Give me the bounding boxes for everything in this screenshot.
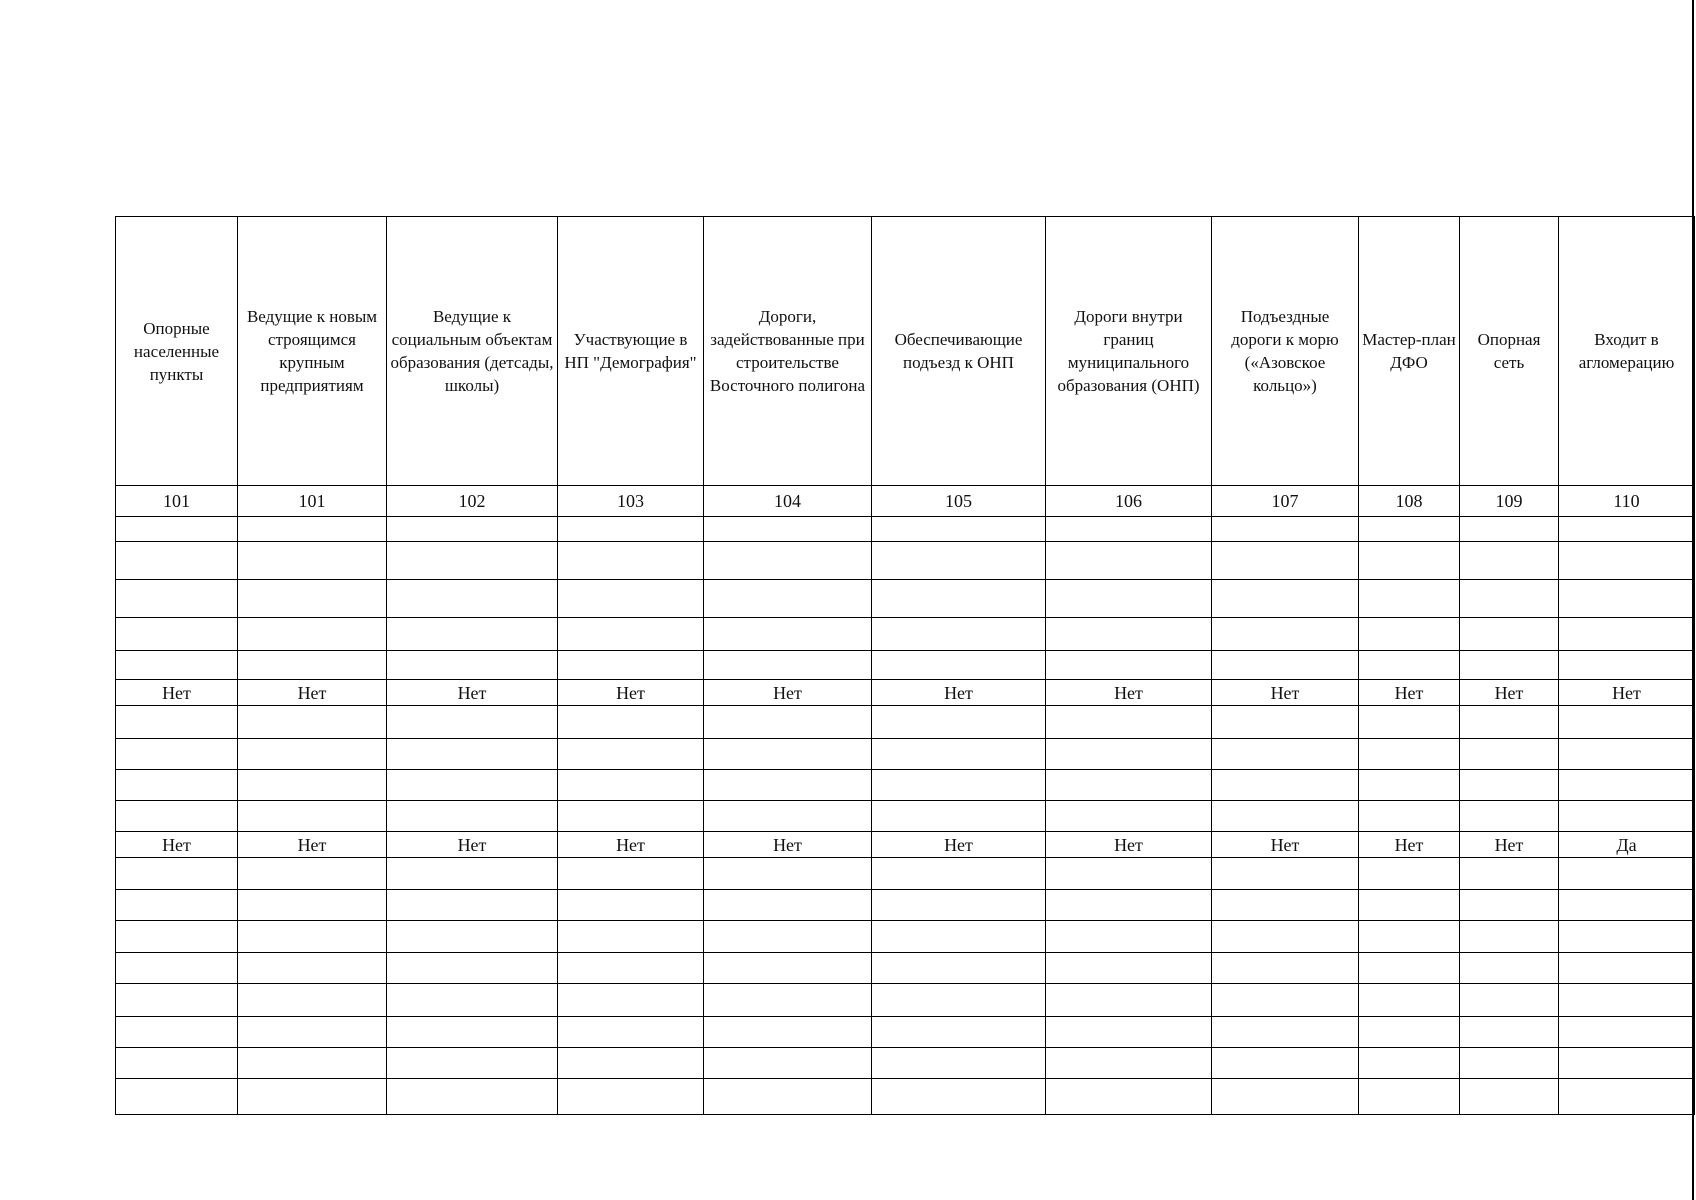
column-header: Дороги, задействованные при строительстве Восточного полигона <box>704 217 872 486</box>
table-cell <box>238 770 387 801</box>
column-number: 108 <box>1359 486 1460 517</box>
table-cell: Нет <box>1460 832 1559 858</box>
table-row <box>116 580 1695 618</box>
table-cell <box>1212 580 1359 618</box>
table-row <box>116 680 1695 706</box>
table-cell <box>1046 984 1212 1017</box>
table-cell <box>1359 651 1460 680</box>
table-cell <box>872 770 1046 801</box>
table-cell: Нет <box>387 680 558 706</box>
table-cell <box>1212 706 1359 739</box>
table-cell <box>1359 580 1460 618</box>
table-cell <box>558 921 704 953</box>
table-cell <box>238 739 387 770</box>
table-cell <box>1559 770 1695 801</box>
table-cell <box>1460 1079 1559 1115</box>
table-cell <box>1359 984 1460 1017</box>
table-cell <box>387 953 558 984</box>
table-cell <box>238 542 387 580</box>
table-cell <box>387 1017 558 1048</box>
table-cell <box>238 984 387 1017</box>
table-row <box>116 517 1695 542</box>
table-cell <box>387 858 558 890</box>
table-cell <box>387 580 558 618</box>
table-cell <box>1559 858 1695 890</box>
table-cell <box>1460 1017 1559 1048</box>
table-cell <box>116 801 238 832</box>
table-cell <box>1046 1017 1212 1048</box>
table-cell <box>558 651 704 680</box>
table-cell <box>704 706 872 739</box>
table-cell <box>704 770 872 801</box>
table-cell <box>1046 580 1212 618</box>
table-cell <box>1359 770 1460 801</box>
table-cell <box>1046 890 1212 921</box>
table-cell <box>1212 517 1359 542</box>
column-number: 110 <box>1559 486 1695 517</box>
table-cell <box>387 921 558 953</box>
table-cell <box>116 618 238 651</box>
table-cell <box>116 542 238 580</box>
table-cell <box>872 517 1046 542</box>
table-cell <box>872 801 1046 832</box>
table-cell <box>1559 542 1695 580</box>
table-cell <box>1559 953 1695 984</box>
table-cell <box>1460 801 1559 832</box>
table-cell <box>872 739 1046 770</box>
table-cell <box>872 890 1046 921</box>
table-cell <box>238 1048 387 1079</box>
column-header: Входит в агломерацию <box>1559 217 1695 486</box>
table-cell <box>1359 921 1460 953</box>
table-cell <box>872 580 1046 618</box>
table-cell <box>558 1017 704 1048</box>
table-cell <box>1046 953 1212 984</box>
table-cell: Нет <box>116 832 238 858</box>
table-cell <box>872 1048 1046 1079</box>
column-number: 104 <box>704 486 872 517</box>
table-cell <box>387 651 558 680</box>
table-row <box>116 739 1695 770</box>
table-cell: Нет <box>1212 832 1359 858</box>
table-cell <box>1559 517 1695 542</box>
table-row <box>116 542 1695 580</box>
table-cell <box>116 706 238 739</box>
table-cell <box>238 921 387 953</box>
table-cell <box>1359 801 1460 832</box>
table-row <box>116 618 1695 651</box>
table-cell <box>1212 1079 1359 1115</box>
table-cell <box>558 890 704 921</box>
table-cell <box>387 739 558 770</box>
column-number: 102 <box>387 486 558 517</box>
table-cell <box>1359 1017 1460 1048</box>
column-number: 101 <box>116 486 238 517</box>
table-cell <box>1460 517 1559 542</box>
table-cell <box>1460 858 1559 890</box>
table-cell <box>558 706 704 739</box>
table-cell <box>1212 953 1359 984</box>
table-cell <box>1460 770 1559 801</box>
table-cell <box>1212 801 1359 832</box>
table-cell <box>1359 1048 1460 1079</box>
column-header: Мастер-план ДФО <box>1359 217 1460 486</box>
table-cell: Нет <box>238 832 387 858</box>
table-cell <box>1046 858 1212 890</box>
table-cell <box>238 1079 387 1115</box>
table-cell <box>872 651 1046 680</box>
table-cell <box>116 651 238 680</box>
table-cell <box>872 618 1046 651</box>
table-cell <box>704 1017 872 1048</box>
table-cell <box>704 921 872 953</box>
table-cell <box>116 921 238 953</box>
table-cell <box>1460 953 1559 984</box>
table-cell <box>1212 770 1359 801</box>
table-row <box>116 984 1695 1017</box>
table-cell <box>872 1079 1046 1115</box>
table-cell <box>704 1048 872 1079</box>
table-row <box>116 890 1695 921</box>
table-cell <box>704 739 872 770</box>
table-cell <box>704 801 872 832</box>
table-cell <box>1046 706 1212 739</box>
table-cell <box>387 618 558 651</box>
table-cell <box>704 618 872 651</box>
table-cell <box>1212 921 1359 953</box>
table-cell <box>872 984 1046 1017</box>
table-cell <box>1460 739 1559 770</box>
table-cell <box>116 1048 238 1079</box>
table-cell <box>1359 618 1460 651</box>
table-cell: Нет <box>1046 680 1212 706</box>
table-cell <box>1359 739 1460 770</box>
column-header: Подъездные дороги к морю («Азовское кольцо») <box>1212 217 1359 486</box>
table-cell <box>387 542 558 580</box>
table-cell: Нет <box>387 832 558 858</box>
column-number: 103 <box>558 486 704 517</box>
table-cell <box>1212 739 1359 770</box>
table-row <box>116 858 1695 890</box>
table-cell <box>1212 651 1359 680</box>
table-row <box>116 1048 1695 1079</box>
table-cell: Нет <box>558 832 704 858</box>
table-cell <box>558 1048 704 1079</box>
table-cell <box>1460 890 1559 921</box>
table-cell <box>1359 953 1460 984</box>
table-cell <box>1460 542 1559 580</box>
column-header: Дороги внутри границ муниципального образования (ОНП) <box>1046 217 1212 486</box>
table-cell <box>1046 618 1212 651</box>
column-number: 105 <box>872 486 1046 517</box>
table-cell: Нет <box>238 680 387 706</box>
table-cell <box>704 517 872 542</box>
table-cell <box>387 890 558 921</box>
table-cell <box>1359 1079 1460 1115</box>
table-cell: Нет <box>1359 832 1460 858</box>
table-cell <box>1460 618 1559 651</box>
table-cell <box>1559 801 1695 832</box>
table-cell <box>387 984 558 1017</box>
table-cell <box>1359 858 1460 890</box>
table-cell <box>1559 921 1695 953</box>
table-cell: Да <box>1559 832 1695 858</box>
table-row <box>116 706 1695 739</box>
table-cell <box>1460 921 1559 953</box>
table-cell <box>238 618 387 651</box>
table-cell <box>116 858 238 890</box>
table-cell <box>238 517 387 542</box>
table-cell <box>238 953 387 984</box>
table-cell: Нет <box>1359 680 1460 706</box>
table-cell: Нет <box>116 680 238 706</box>
table-cell <box>116 739 238 770</box>
table-cell <box>1460 706 1559 739</box>
table-cell <box>1559 580 1695 618</box>
column-header: Ведущие к социальным объектам образования (детсады, школы) <box>387 217 558 486</box>
table-cell <box>704 542 872 580</box>
table-cell <box>704 651 872 680</box>
table-cell <box>116 580 238 618</box>
table-cell <box>558 770 704 801</box>
table-cell <box>704 580 872 618</box>
table-cell <box>558 517 704 542</box>
table-cell <box>116 1079 238 1115</box>
table-cell: Нет <box>1559 680 1695 706</box>
table-cell <box>1046 1048 1212 1079</box>
table-cell <box>238 858 387 890</box>
table-cell <box>387 1079 558 1115</box>
column-number: 106 <box>1046 486 1212 517</box>
column-header: Участвующие в НП "Демография" <box>558 217 704 486</box>
table-cell: Нет <box>558 680 704 706</box>
table-cell: Нет <box>1046 832 1212 858</box>
table-cell <box>238 801 387 832</box>
table-row <box>116 953 1695 984</box>
table-cell <box>1212 542 1359 580</box>
table-cell <box>872 858 1046 890</box>
table-cell <box>1460 580 1559 618</box>
table-cell <box>116 953 238 984</box>
table-cell <box>558 858 704 890</box>
table-cell <box>1559 651 1695 680</box>
column-number: 109 <box>1460 486 1559 517</box>
table-cell <box>558 953 704 984</box>
table-cell <box>704 1079 872 1115</box>
table-cell <box>387 517 558 542</box>
column-header: Опорная сеть <box>1460 217 1559 486</box>
table-cell <box>704 858 872 890</box>
table-cell <box>1212 890 1359 921</box>
table-cell <box>872 1017 1046 1048</box>
table-cell <box>1046 770 1212 801</box>
table-cell <box>116 1017 238 1048</box>
table-cell <box>1559 739 1695 770</box>
table-cell <box>387 801 558 832</box>
table-cell <box>1212 618 1359 651</box>
table-cell <box>1359 706 1460 739</box>
table-cell <box>1559 706 1695 739</box>
table-row <box>116 921 1695 953</box>
table-cell <box>238 890 387 921</box>
table-cell <box>1559 984 1695 1017</box>
table-cell <box>238 1017 387 1048</box>
table-cell: Нет <box>704 832 872 858</box>
road-attributes-table <box>115 216 1695 1115</box>
table-cell <box>387 706 558 739</box>
table-cell: Нет <box>872 680 1046 706</box>
table-cell <box>1559 1048 1695 1079</box>
table-cell: Нет <box>872 832 1046 858</box>
table-cell <box>1212 984 1359 1017</box>
table-cell <box>116 890 238 921</box>
table-cell <box>558 739 704 770</box>
table-cell <box>387 770 558 801</box>
table-row <box>116 801 1695 832</box>
table-cell <box>1046 1079 1212 1115</box>
table-cell <box>872 921 1046 953</box>
table-cell <box>558 542 704 580</box>
table-cell <box>1460 651 1559 680</box>
column-number: 101 <box>238 486 387 517</box>
table-cell <box>238 580 387 618</box>
table-cell <box>1460 984 1559 1017</box>
table-cell <box>558 984 704 1017</box>
table-row <box>116 1079 1695 1115</box>
column-number: 107 <box>1212 486 1359 517</box>
table-cell <box>1559 1017 1695 1048</box>
table-cell <box>1046 651 1212 680</box>
table-cell <box>872 953 1046 984</box>
table-cell: Нет <box>704 680 872 706</box>
table-cell <box>1359 890 1460 921</box>
table-cell <box>387 1048 558 1079</box>
table-cell: Нет <box>1212 680 1359 706</box>
table-row <box>116 770 1695 801</box>
table-cell <box>238 706 387 739</box>
table-cell <box>1046 921 1212 953</box>
table-cell <box>872 706 1046 739</box>
table-cell <box>116 984 238 1017</box>
table-cell <box>1046 517 1212 542</box>
table-cell <box>238 651 387 680</box>
table-cell <box>1359 542 1460 580</box>
table-cell <box>558 618 704 651</box>
table-row <box>116 1017 1695 1048</box>
table-cell: Нет <box>1460 680 1559 706</box>
column-header: Опорные населенные пункты <box>116 217 238 486</box>
table-cell <box>1046 801 1212 832</box>
table-row <box>116 832 1695 858</box>
table-cell <box>1212 1017 1359 1048</box>
table-cell <box>1046 542 1212 580</box>
table-cell <box>1559 618 1695 651</box>
table-cell <box>1460 1048 1559 1079</box>
table-cell <box>1046 739 1212 770</box>
table-cell <box>1212 1048 1359 1079</box>
table-cell <box>1559 1079 1695 1115</box>
table-cell <box>558 580 704 618</box>
table-cell <box>704 984 872 1017</box>
table-cell <box>1212 858 1359 890</box>
column-header: Обеспечивающие подъезд к ОНП <box>872 217 1046 486</box>
column-number-row <box>116 486 1695 517</box>
table-cell <box>116 517 238 542</box>
table-cell <box>872 542 1046 580</box>
table-cell <box>116 770 238 801</box>
table-cell <box>558 1079 704 1115</box>
table-cell <box>1559 890 1695 921</box>
table-row <box>116 651 1695 680</box>
table-cell <box>704 890 872 921</box>
table-cell <box>704 953 872 984</box>
table-cell <box>1359 517 1460 542</box>
header-row <box>116 217 1695 486</box>
column-header: Ведущие к новым строящимся крупным предприятиям <box>238 217 387 486</box>
table-cell <box>558 801 704 832</box>
